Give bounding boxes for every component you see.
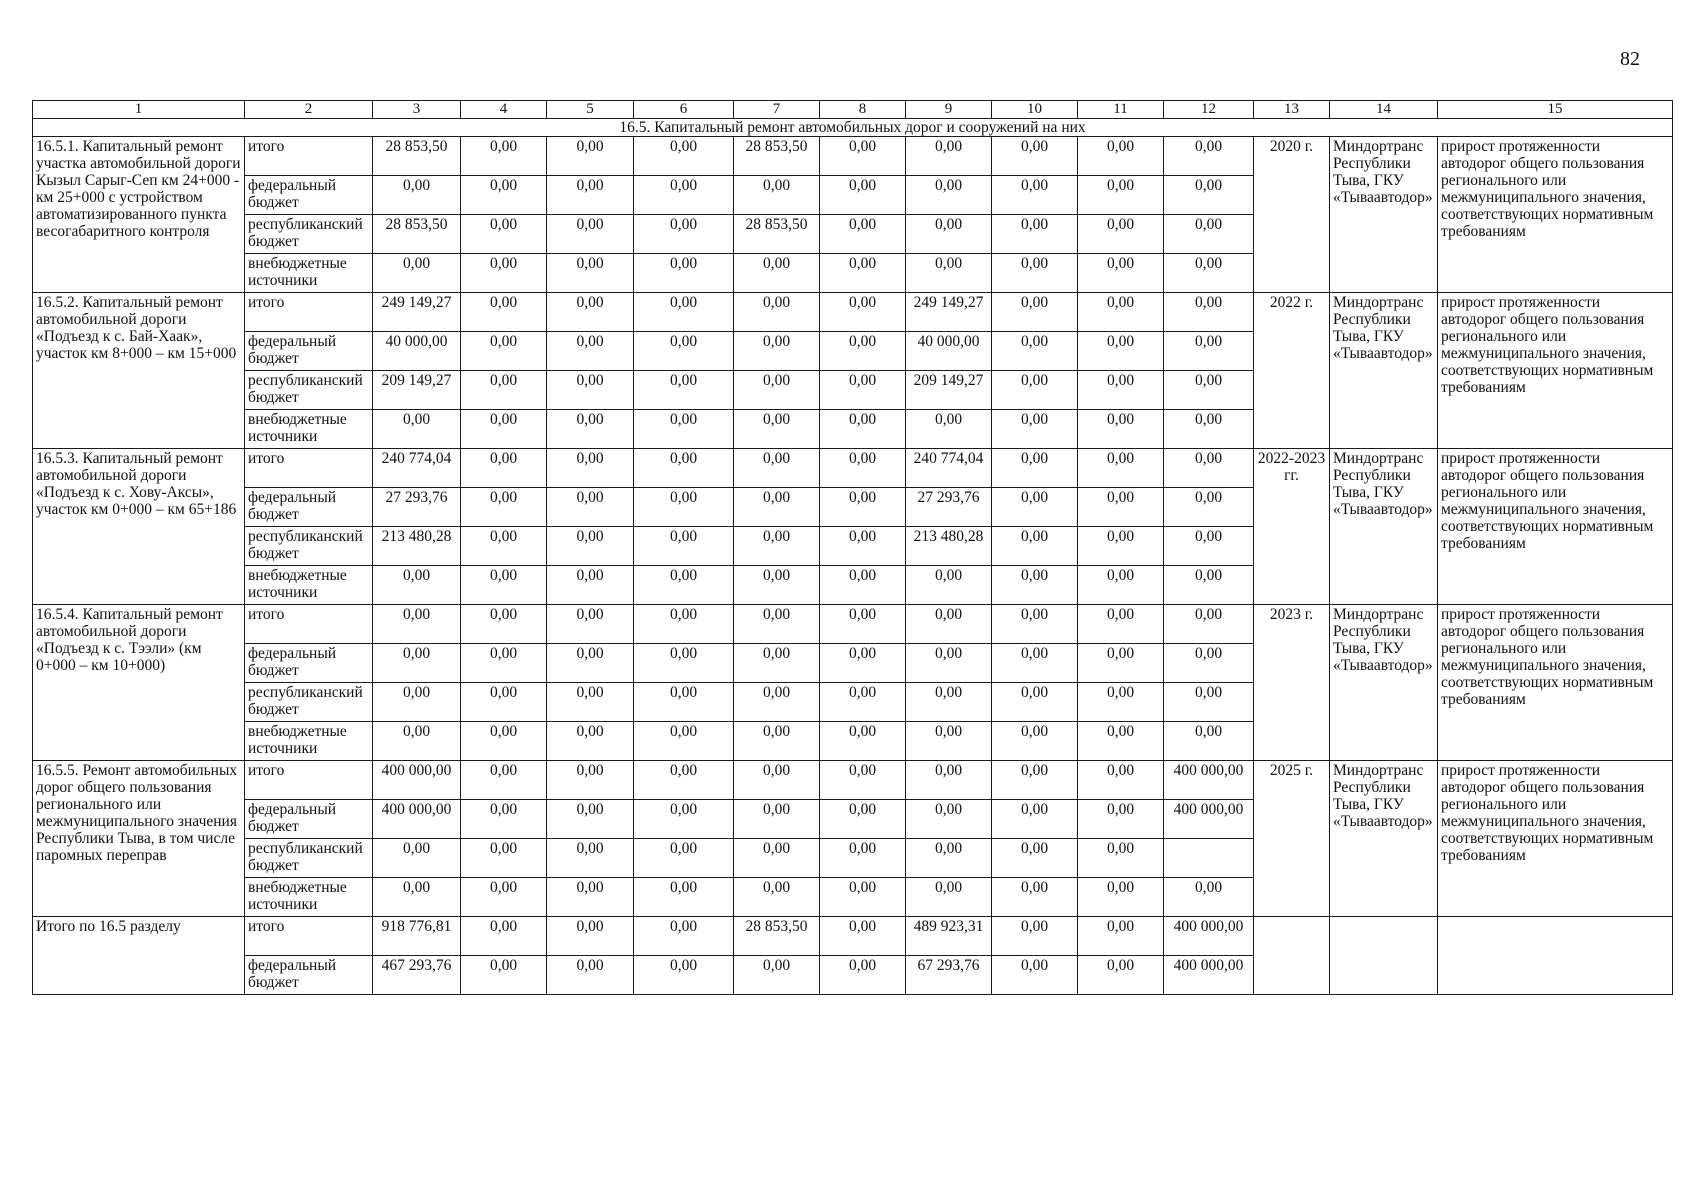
- amount-cell: 0,00: [820, 800, 906, 839]
- amount-cell: 0,00: [547, 722, 634, 761]
- funding-source: республиканский бюджет: [245, 683, 373, 722]
- amount-cell: 0,00: [1078, 644, 1164, 683]
- amount-cell: 0,00: [906, 137, 992, 176]
- section-title: 16.5. Капитальный ремонт автомобильных дорог и сооружений на них: [33, 119, 1673, 137]
- implementation-year: 2022-2023 гг.: [1254, 449, 1330, 605]
- amount-cell: 0,00: [992, 761, 1078, 800]
- amount-cell: 40 000,00: [906, 332, 992, 371]
- amount-cell: 0,00: [992, 410, 1078, 449]
- amount-cell: 0,00: [820, 566, 906, 605]
- amount-cell: 0,00: [1078, 917, 1164, 956]
- amount-cell: 0,00: [547, 488, 634, 527]
- amount-cell: 0,00: [547, 761, 634, 800]
- amount-cell: 400 000,00: [1164, 917, 1254, 956]
- amount-cell: 0,00: [373, 176, 461, 215]
- amount-cell: 0,00: [1078, 332, 1164, 371]
- amount-cell: 0,00: [1164, 488, 1254, 527]
- amount-cell: 0,00: [906, 605, 992, 644]
- amount-cell: 0,00: [820, 761, 906, 800]
- amount-cell: 0,00: [992, 683, 1078, 722]
- amount-cell: 0,00: [461, 761, 547, 800]
- amount-cell: 0,00: [547, 410, 634, 449]
- amount-cell: 0,00: [461, 137, 547, 176]
- amount-cell: 0,00: [1164, 254, 1254, 293]
- item-name: 16.5.4. Капитальный ремонт автомобильной дороги «Подъезд к с. Тээли» (км 0+000 – км 10+000): [33, 605, 245, 761]
- amount-cell: 0,00: [1078, 761, 1164, 800]
- amount-cell: 0,00: [1078, 176, 1164, 215]
- amount-cell: 0,00: [906, 722, 992, 761]
- column-number-row: [33, 101, 1673, 119]
- amount-cell: 0,00: [820, 371, 906, 410]
- amount-cell: 0,00: [992, 800, 1078, 839]
- amount-cell: 213 480,28: [373, 527, 461, 566]
- amount-cell: 0,00: [634, 176, 734, 215]
- amount-cell: 0,00: [634, 761, 734, 800]
- table-row: [33, 293, 1673, 332]
- amount-cell: 0,00: [734, 839, 820, 878]
- amount-cell: 0,00: [820, 254, 906, 293]
- amount-cell: 0,00: [906, 839, 992, 878]
- amount-cell: 67 293,76: [906, 956, 992, 995]
- amount-cell: 400 000,00: [1164, 800, 1254, 839]
- amount-cell: 40 000,00: [373, 332, 461, 371]
- amount-cell: 0,00: [1164, 566, 1254, 605]
- table-row: [33, 449, 1673, 488]
- table-row: [33, 605, 1673, 644]
- amount-cell: 0,00: [820, 722, 906, 761]
- amount-cell: 918 776,81: [373, 917, 461, 956]
- amount-cell: 0,00: [734, 566, 820, 605]
- amount-cell: 0,00: [461, 644, 547, 683]
- amount-cell: 0,00: [634, 215, 734, 254]
- funding-source: внебюджетные источники: [245, 566, 373, 605]
- item-name: 16.5.3. Капитальный ремонт автомобильной дороги «Подъезд к с. Хову-Аксы», участок км 0+000 – км 65+186: [33, 449, 245, 605]
- amount-cell: 0,00: [734, 800, 820, 839]
- amount-cell: 0,00: [734, 722, 820, 761]
- funding-source: итого: [245, 605, 373, 644]
- amount-cell: 0,00: [992, 722, 1078, 761]
- amount-cell: 0,00: [1164, 137, 1254, 176]
- amount-cell: 0,00: [820, 215, 906, 254]
- amount-cell: 0,00: [634, 254, 734, 293]
- amount-cell: 0,00: [547, 332, 634, 371]
- funding-source: внебюджетные источники: [245, 410, 373, 449]
- amount-cell: [1164, 839, 1254, 878]
- amount-cell: 0,00: [906, 410, 992, 449]
- amount-cell: 28 853,50: [734, 215, 820, 254]
- column-number: 14: [1330, 101, 1438, 119]
- amount-cell: 0,00: [992, 215, 1078, 254]
- amount-cell: 28 853,50: [734, 137, 820, 176]
- amount-cell: 0,00: [461, 722, 547, 761]
- amount-cell: 0,00: [906, 683, 992, 722]
- amount-cell: 0,00: [906, 215, 992, 254]
- amount-cell: 0,00: [734, 527, 820, 566]
- item-name: 16.5.1. Капитальный ремонт участка автомобильной дороги Кызыл Сарыг-Сеп км 24+000 - км 25+000 с устройством автоматизированного пункта весогабаритного контроля: [33, 137, 245, 293]
- amount-cell: 0,00: [820, 488, 906, 527]
- amount-cell: 0,00: [1078, 137, 1164, 176]
- amount-cell: 28 853,50: [734, 917, 820, 956]
- amount-cell: 0,00: [906, 176, 992, 215]
- amount-cell: 0,00: [1164, 605, 1254, 644]
- amount-cell: 0,00: [820, 332, 906, 371]
- amount-cell: 0,00: [992, 176, 1078, 215]
- amount-cell: 0,00: [820, 137, 906, 176]
- funding-source: итого: [245, 917, 373, 956]
- amount-cell: 0,00: [461, 176, 547, 215]
- funding-source: республиканский бюджет: [245, 527, 373, 566]
- amount-cell: 28 853,50: [373, 137, 461, 176]
- amount-cell: 400 000,00: [1164, 956, 1254, 995]
- amount-cell: 0,00: [634, 800, 734, 839]
- amount-cell: 0,00: [1164, 215, 1254, 254]
- amount-cell: 240 774,04: [373, 449, 461, 488]
- amount-cell: 0,00: [547, 917, 634, 956]
- amount-cell: 28 853,50: [373, 215, 461, 254]
- column-number: 8: [820, 101, 906, 119]
- amount-cell: 400 000,00: [373, 761, 461, 800]
- amount-cell: 0,00: [1078, 410, 1164, 449]
- funding-source: федеральный бюджет: [245, 332, 373, 371]
- table-row: [33, 137, 1673, 176]
- amount-cell: 0,00: [547, 566, 634, 605]
- amount-cell: 0,00: [734, 956, 820, 995]
- amount-cell: 0,00: [820, 917, 906, 956]
- amount-cell: 0,00: [992, 527, 1078, 566]
- amount-cell: 0,00: [634, 371, 734, 410]
- column-number: 4: [461, 101, 547, 119]
- amount-cell: 0,00: [1164, 371, 1254, 410]
- amount-cell: 0,00: [734, 293, 820, 332]
- amount-cell: 0,00: [634, 566, 734, 605]
- amount-cell: 0,00: [634, 644, 734, 683]
- amount-cell: 0,00: [634, 137, 734, 176]
- amount-cell: 489 923,31: [906, 917, 992, 956]
- amount-cell: 0,00: [992, 644, 1078, 683]
- amount-cell: 0,00: [461, 449, 547, 488]
- amount-cell: 0,00: [1078, 878, 1164, 917]
- amount-cell: 0,00: [1078, 449, 1164, 488]
- amount-cell: 0,00: [373, 605, 461, 644]
- amount-cell: 0,00: [547, 137, 634, 176]
- funding-source: итого: [245, 761, 373, 800]
- amount-cell: 0,00: [734, 449, 820, 488]
- funding-source: итого: [245, 137, 373, 176]
- executor: Миндортранс Республики Тыва, ГКУ «Тываавтодор»: [1330, 605, 1438, 761]
- section-title-row: [33, 119, 1673, 137]
- amount-cell: 0,00: [992, 332, 1078, 371]
- amount-cell: 0,00: [373, 566, 461, 605]
- amount-cell: 0,00: [634, 839, 734, 878]
- amount-cell: 0,00: [634, 527, 734, 566]
- amount-cell: 0,00: [820, 956, 906, 995]
- executor: Миндортранс Республики Тыва, ГКУ «Тываавтодор»: [1330, 137, 1438, 293]
- amount-cell: 27 293,76: [373, 488, 461, 527]
- amount-cell: 0,00: [1078, 683, 1164, 722]
- amount-cell: 0,00: [461, 839, 547, 878]
- amount-cell: 0,00: [1078, 839, 1164, 878]
- amount-cell: 0,00: [461, 254, 547, 293]
- amount-cell: 249 149,27: [373, 293, 461, 332]
- funding-source: федеральный бюджет: [245, 956, 373, 995]
- amount-cell: 0,00: [547, 878, 634, 917]
- amount-cell: 0,00: [734, 410, 820, 449]
- expected-result: прирост протяженности автодорог общего пользования регионального или межмуниципального значения, соответствующих нормативным требованиям: [1438, 293, 1673, 449]
- expected-result: прирост протяженности автодорог общего пользования регионального или межмуниципального значения, соответствующих нормативным требованиям: [1438, 605, 1673, 761]
- column-number: 1: [33, 101, 245, 119]
- amount-cell: 0,00: [820, 293, 906, 332]
- amount-cell: 0,00: [1078, 488, 1164, 527]
- amount-cell: 209 149,27: [373, 371, 461, 410]
- expected-result: прирост протяженности автодорог общего пользования регионального или межмуниципального значения, соответствующих нормативным требованиям: [1438, 449, 1673, 605]
- amount-cell: 0,00: [461, 293, 547, 332]
- amount-cell: 0,00: [734, 176, 820, 215]
- amount-cell: 0,00: [1164, 527, 1254, 566]
- amount-cell: 0,00: [547, 449, 634, 488]
- funding-source: внебюджетные источники: [245, 878, 373, 917]
- column-number: 2: [245, 101, 373, 119]
- amount-cell: 0,00: [373, 644, 461, 683]
- amount-cell: 0,00: [547, 176, 634, 215]
- amount-cell: 0,00: [634, 293, 734, 332]
- implementation-year: 2025 г.: [1254, 761, 1330, 917]
- implementation-year: 2020 г.: [1254, 137, 1330, 293]
- amount-cell: 0,00: [547, 683, 634, 722]
- amount-cell: 0,00: [992, 254, 1078, 293]
- amount-cell: 400 000,00: [373, 800, 461, 839]
- expected-result: [1438, 917, 1673, 995]
- column-number: 13: [1254, 101, 1330, 119]
- implementation-year: 2023 г.: [1254, 605, 1330, 761]
- amount-cell: 400 000,00: [1164, 761, 1254, 800]
- amount-cell: 0,00: [373, 722, 461, 761]
- amount-cell: 240 774,04: [906, 449, 992, 488]
- amount-cell: 0,00: [992, 371, 1078, 410]
- amount-cell: 0,00: [461, 605, 547, 644]
- amount-cell: 0,00: [820, 527, 906, 566]
- amount-cell: 0,00: [461, 956, 547, 995]
- column-number: 10: [992, 101, 1078, 119]
- column-number: 5: [547, 101, 634, 119]
- amount-cell: 0,00: [1164, 644, 1254, 683]
- amount-cell: 0,00: [1164, 293, 1254, 332]
- amount-cell: 0,00: [373, 878, 461, 917]
- funding-source: федеральный бюджет: [245, 644, 373, 683]
- amount-cell: 0,00: [1078, 215, 1164, 254]
- table-row: [33, 761, 1673, 800]
- amount-cell: 0,00: [634, 917, 734, 956]
- column-number: 6: [634, 101, 734, 119]
- amount-cell: 0,00: [906, 800, 992, 839]
- amount-cell: 0,00: [1078, 956, 1164, 995]
- funding-source: внебюджетные источники: [245, 722, 373, 761]
- funding-source: итого: [245, 449, 373, 488]
- amount-cell: 0,00: [1164, 722, 1254, 761]
- executor: [1330, 917, 1438, 995]
- amount-cell: 0,00: [1164, 878, 1254, 917]
- amount-cell: 0,00: [1164, 176, 1254, 215]
- amount-cell: 0,00: [820, 449, 906, 488]
- amount-cell: 0,00: [992, 917, 1078, 956]
- amount-cell: 0,00: [634, 956, 734, 995]
- column-number: 12: [1164, 101, 1254, 119]
- amount-cell: 0,00: [906, 878, 992, 917]
- column-number: 7: [734, 101, 820, 119]
- amount-cell: 0,00: [992, 449, 1078, 488]
- amount-cell: 0,00: [1078, 722, 1164, 761]
- amount-cell: 0,00: [634, 410, 734, 449]
- amount-cell: 0,00: [1078, 605, 1164, 644]
- amount-cell: 0,00: [461, 527, 547, 566]
- amount-cell: 0,00: [634, 332, 734, 371]
- amount-cell: 0,00: [1164, 332, 1254, 371]
- amount-cell: 0,00: [820, 605, 906, 644]
- implementation-year: 2022 г.: [1254, 293, 1330, 449]
- amount-cell: 0,00: [992, 488, 1078, 527]
- amount-cell: 0,00: [734, 878, 820, 917]
- amount-cell: 0,00: [906, 254, 992, 293]
- amount-cell: 0,00: [461, 878, 547, 917]
- amount-cell: 0,00: [992, 839, 1078, 878]
- amount-cell: 0,00: [906, 644, 992, 683]
- column-number: 11: [1078, 101, 1164, 119]
- funding-source: республиканский бюджет: [245, 215, 373, 254]
- amount-cell: 27 293,76: [906, 488, 992, 527]
- amount-cell: 0,00: [461, 410, 547, 449]
- amount-cell: 0,00: [1078, 566, 1164, 605]
- amount-cell: 0,00: [547, 605, 634, 644]
- amount-cell: 0,00: [820, 176, 906, 215]
- amount-cell: 0,00: [734, 332, 820, 371]
- amount-cell: 0,00: [992, 878, 1078, 917]
- amount-cell: 0,00: [1078, 371, 1164, 410]
- amount-cell: 0,00: [373, 254, 461, 293]
- amount-cell: 0,00: [1078, 293, 1164, 332]
- item-name: 16.5.5. Ремонт автомобильных дорог общего пользования регионального или межмуниципального значения Республики Тыва, в том числе паромных переправ: [33, 761, 245, 917]
- amount-cell: 0,00: [547, 371, 634, 410]
- amount-cell: 0,00: [634, 488, 734, 527]
- amount-cell: 209 149,27: [906, 371, 992, 410]
- amount-cell: 0,00: [461, 332, 547, 371]
- amount-cell: 0,00: [820, 683, 906, 722]
- executor: Миндортранс Республики Тыва, ГКУ «Тываавтодор»: [1330, 449, 1438, 605]
- amount-cell: 0,00: [634, 878, 734, 917]
- amount-cell: 0,00: [820, 644, 906, 683]
- amount-cell: 0,00: [547, 644, 634, 683]
- amount-cell: 0,00: [547, 254, 634, 293]
- amount-cell: 467 293,76: [373, 956, 461, 995]
- amount-cell: 0,00: [461, 488, 547, 527]
- amount-cell: 0,00: [461, 566, 547, 605]
- table-row: [33, 917, 1673, 956]
- funding-source: внебюджетные источники: [245, 254, 373, 293]
- amount-cell: 0,00: [820, 410, 906, 449]
- amount-cell: 0,00: [461, 371, 547, 410]
- amount-cell: 0,00: [634, 683, 734, 722]
- funding-source: республиканский бюджет: [245, 839, 373, 878]
- item-name: Итого по 16.5 разделу: [33, 917, 245, 995]
- amount-cell: 0,00: [547, 956, 634, 995]
- amount-cell: 0,00: [734, 488, 820, 527]
- amount-cell: 0,00: [461, 215, 547, 254]
- amount-cell: 0,00: [373, 410, 461, 449]
- amount-cell: 0,00: [373, 839, 461, 878]
- amount-cell: 0,00: [734, 605, 820, 644]
- amount-cell: 0,00: [547, 527, 634, 566]
- amount-cell: 0,00: [461, 800, 547, 839]
- column-number: 3: [373, 101, 461, 119]
- amount-cell: 0,00: [820, 878, 906, 917]
- amount-cell: 0,00: [461, 917, 547, 956]
- funding-source: федеральный бюджет: [245, 176, 373, 215]
- amount-cell: 0,00: [547, 293, 634, 332]
- expected-result: прирост протяженности автодорог общего пользования регионального или межмуниципального значения, соответствующих нормативным требованиям: [1438, 761, 1673, 917]
- amount-cell: 0,00: [547, 215, 634, 254]
- amount-cell: 0,00: [734, 644, 820, 683]
- page-number: 82: [1620, 48, 1640, 70]
- amount-cell: 0,00: [992, 566, 1078, 605]
- amount-cell: 0,00: [906, 761, 992, 800]
- amount-cell: 0,00: [1078, 527, 1164, 566]
- executor: Миндортранс Республики Тыва, ГКУ «Тываавтодор»: [1330, 293, 1438, 449]
- amount-cell: 0,00: [734, 761, 820, 800]
- funding-source: республиканский бюджет: [245, 371, 373, 410]
- amount-cell: 0,00: [547, 839, 634, 878]
- implementation-year: [1254, 917, 1330, 995]
- amount-cell: 0,00: [820, 839, 906, 878]
- amount-cell: 0,00: [634, 722, 734, 761]
- amount-cell: 0,00: [634, 449, 734, 488]
- funding-source: федеральный бюджет: [245, 488, 373, 527]
- amount-cell: 0,00: [734, 254, 820, 293]
- executor: Миндортранс Республики Тыва, ГКУ «Тываавтодор»: [1330, 761, 1438, 917]
- amount-cell: 0,00: [1164, 683, 1254, 722]
- amount-cell: 0,00: [992, 605, 1078, 644]
- column-number: 15: [1438, 101, 1673, 119]
- column-number: 9: [906, 101, 992, 119]
- amount-cell: 0,00: [734, 683, 820, 722]
- amount-cell: 0,00: [1078, 800, 1164, 839]
- expected-result: прирост протяженности автодорог общего пользования регионального или межмуниципального значения, соответствующих нормативным требованиям: [1438, 137, 1673, 293]
- amount-cell: 0,00: [734, 371, 820, 410]
- amount-cell: 0,00: [461, 683, 547, 722]
- funding-source: итого: [245, 293, 373, 332]
- amount-cell: 0,00: [992, 293, 1078, 332]
- amount-cell: 0,00: [634, 605, 734, 644]
- amount-cell: 0,00: [373, 683, 461, 722]
- amount-cell: 0,00: [1164, 449, 1254, 488]
- amount-cell: 213 480,28: [906, 527, 992, 566]
- funding-source: федеральный бюджет: [245, 800, 373, 839]
- amount-cell: 0,00: [1164, 410, 1254, 449]
- item-name: 16.5.2. Капитальный ремонт автомобильной дороги «Подъезд к с. Бай-Хаак», участок км 8+000 – км 15+000: [33, 293, 245, 449]
- budget-table: [32, 100, 1673, 995]
- amount-cell: 249 149,27: [906, 293, 992, 332]
- amount-cell: 0,00: [547, 800, 634, 839]
- amount-cell: 0,00: [992, 956, 1078, 995]
- amount-cell: 0,00: [1078, 254, 1164, 293]
- amount-cell: 0,00: [906, 566, 992, 605]
- amount-cell: 0,00: [992, 137, 1078, 176]
